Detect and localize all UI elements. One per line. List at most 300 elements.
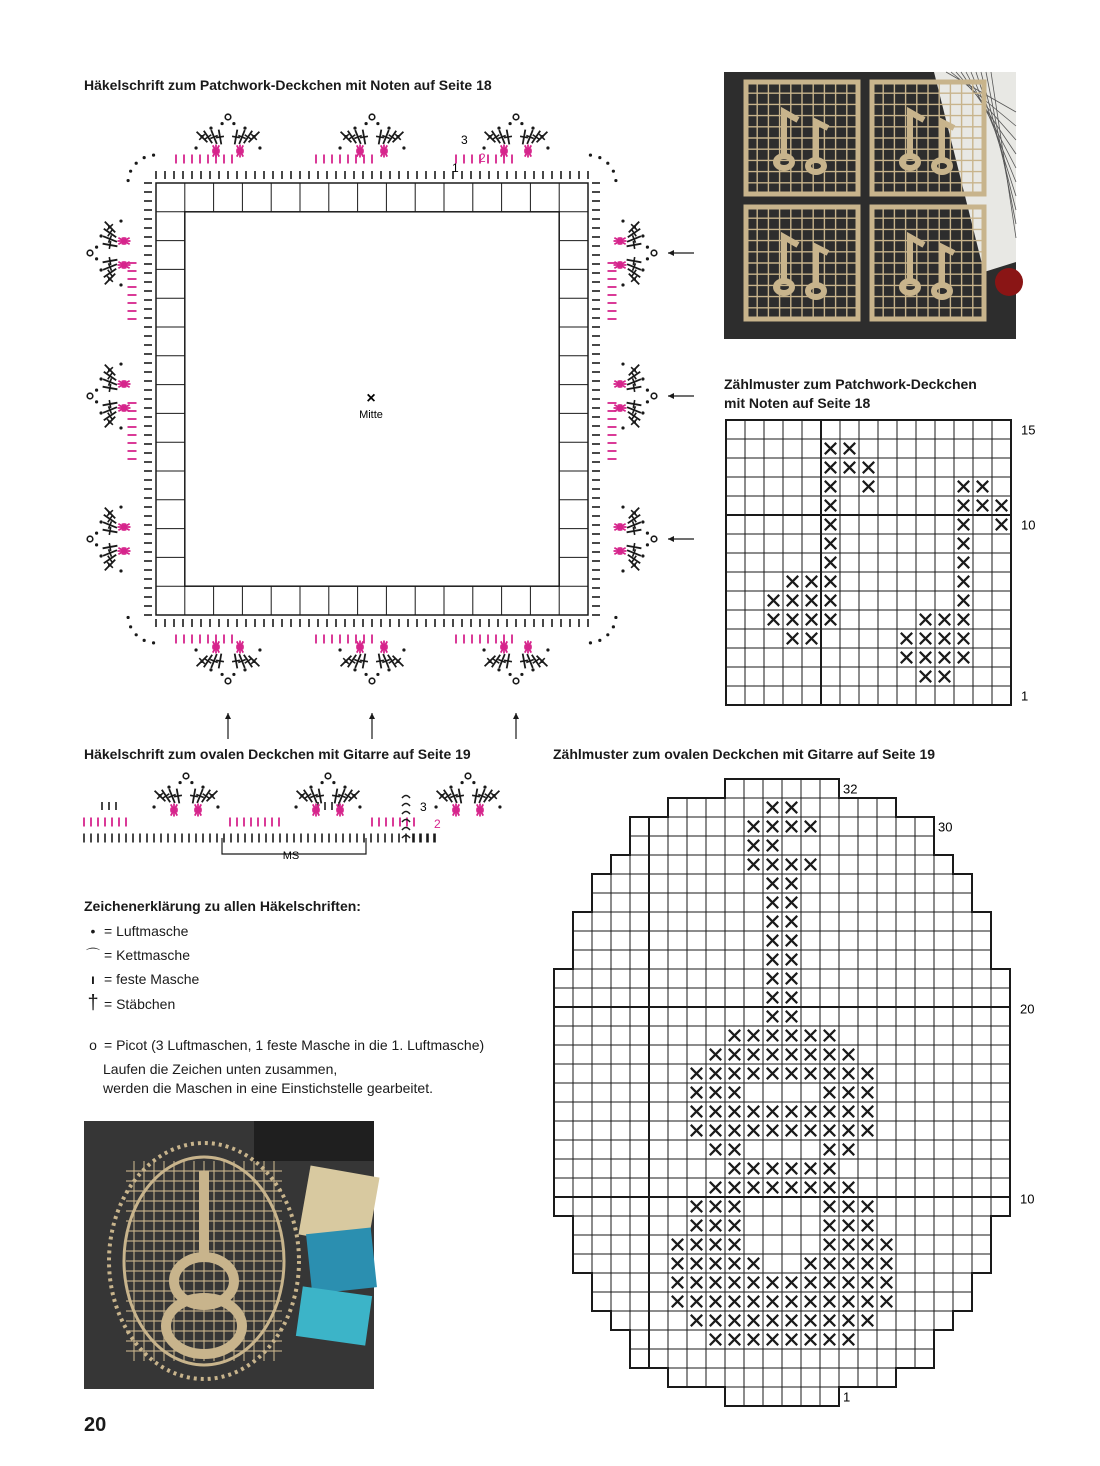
grid-cell	[801, 988, 820, 1007]
grid-cell	[915, 893, 934, 912]
grid-cell	[744, 1140, 763, 1159]
grid-cell	[916, 477, 935, 496]
chain-dot	[152, 805, 155, 808]
grid-cell	[858, 950, 877, 969]
chain-dot	[119, 505, 122, 508]
grid-cell	[764, 553, 783, 572]
grid-cell	[687, 1007, 706, 1026]
grid-cell	[858, 817, 877, 836]
grid-cell	[725, 779, 744, 798]
grid-cell	[953, 969, 972, 988]
chain-dot	[129, 625, 132, 628]
chain-dot	[95, 400, 98, 403]
grid-cell	[954, 686, 973, 705]
grid-cell	[820, 931, 839, 950]
chain-dot	[243, 668, 246, 671]
grid-cell	[726, 439, 745, 458]
grid-cell	[782, 1349, 801, 1368]
grid-cell	[801, 1368, 820, 1387]
chain-dot	[95, 245, 98, 248]
legend-item-slip: ⌒ = Kettmasche	[86, 947, 190, 963]
grid-cell	[782, 1368, 801, 1387]
grid-cell	[687, 1330, 706, 1349]
grid-cell	[991, 1064, 1010, 1083]
grid-cell	[801, 1197, 820, 1216]
grid-cell	[801, 1140, 820, 1159]
grid-cell	[649, 969, 668, 988]
cross-icon: †	[87, 992, 99, 1014]
grid-cell	[782, 836, 801, 855]
grid-cell	[915, 950, 934, 969]
grid-cell	[611, 1045, 630, 1064]
grid-cell	[973, 648, 992, 667]
grid-cell	[915, 1216, 934, 1235]
chain-dot	[194, 648, 197, 651]
grid-cell	[592, 1083, 611, 1102]
grid-cell	[934, 1083, 953, 1102]
grid-cell	[840, 420, 859, 439]
chain-dot	[232, 122, 235, 125]
grid-cell	[611, 1064, 630, 1083]
grid-cell	[745, 439, 764, 458]
grid-cell	[821, 667, 840, 686]
grid-cell	[858, 912, 877, 931]
grid-cell	[934, 1197, 953, 1216]
patchwork-doily-illustration	[724, 72, 1016, 339]
grid-cell	[687, 969, 706, 988]
chain-dot	[440, 794, 443, 797]
grid-cell	[859, 534, 878, 553]
row-label-1: 1	[843, 1389, 851, 1405]
chain-dot	[135, 162, 138, 165]
grid-cell	[573, 1235, 592, 1254]
grid-cell	[611, 1159, 630, 1178]
grid-cell	[687, 798, 706, 817]
grid-cell	[839, 912, 858, 931]
chain-dot	[621, 362, 624, 365]
grid-cell	[840, 572, 859, 591]
grid-cell	[991, 1026, 1010, 1045]
grid-cell	[896, 893, 915, 912]
picot-ring	[651, 393, 657, 399]
legend-item-picot: o = Picot (3 Luftmaschen, 1 feste Masche in die 1. Luftmasche)	[84, 1036, 484, 1054]
grid-cell	[573, 1197, 592, 1216]
chain-dot	[546, 648, 549, 651]
row-label-15: 15	[1021, 422, 1036, 438]
chain-dot	[498, 805, 501, 808]
grid-cell	[915, 1197, 934, 1216]
chain-dot	[353, 126, 356, 129]
square-count-heading-line2: mit Noten auf Seite 18	[724, 395, 871, 411]
grid-cell	[992, 553, 1011, 572]
grid-cell	[744, 1216, 763, 1235]
grid-cell	[877, 912, 896, 931]
grid-cell	[877, 836, 896, 855]
grid-cell	[953, 950, 972, 969]
grid-cell	[839, 1368, 858, 1387]
grid-cell	[802, 458, 821, 477]
grid-cell	[725, 817, 744, 836]
grid-cell	[972, 969, 991, 988]
grid-cell	[915, 1349, 934, 1368]
grid-cell	[668, 950, 687, 969]
slip-stitch	[402, 812, 410, 815]
grid-cell	[934, 1159, 953, 1178]
grid-cell	[915, 1026, 934, 1045]
grid-cell	[706, 1368, 725, 1387]
grid-cell	[592, 1121, 611, 1140]
grid-cell	[991, 1178, 1010, 1197]
grid-cell	[896, 836, 915, 855]
grid-cell	[934, 1140, 953, 1159]
grid-cell	[782, 1083, 801, 1102]
grid-cell	[858, 1007, 877, 1026]
grid-cell	[820, 912, 839, 931]
grid-cell	[630, 1330, 649, 1349]
grid-cell	[649, 1007, 668, 1026]
grid-cell	[935, 572, 954, 591]
grid-cell	[630, 1064, 649, 1083]
grid-cell	[801, 798, 820, 817]
grid-cell	[668, 1045, 687, 1064]
grid-cell	[782, 1140, 801, 1159]
grid-cell	[687, 855, 706, 874]
grid-cell	[745, 458, 764, 477]
grid-cell	[745, 553, 764, 572]
grid-cell	[763, 1349, 782, 1368]
grid-cell	[668, 874, 687, 893]
grid-cell	[802, 534, 821, 553]
grid-cell	[706, 912, 725, 931]
grid-cell	[592, 969, 611, 988]
chain-dot	[621, 569, 624, 572]
grid-cell	[611, 969, 630, 988]
grid-cell	[611, 1121, 630, 1140]
grid-cell	[934, 893, 953, 912]
grid-cell	[744, 874, 763, 893]
grid-cell	[934, 950, 953, 969]
chain-dot	[402, 648, 405, 651]
grid-cell	[725, 855, 744, 874]
grid-cell	[877, 1349, 896, 1368]
grid-cell	[953, 1273, 972, 1292]
chain-dot	[540, 660, 543, 663]
grid-cell	[858, 1368, 877, 1387]
grid-cell	[992, 591, 1011, 610]
grid-cell	[820, 1349, 839, 1368]
grid-cell	[573, 1083, 592, 1102]
picot-ring	[465, 773, 471, 779]
chain-dot	[95, 388, 98, 391]
grid-cell	[649, 1254, 668, 1273]
grid-cell	[896, 969, 915, 988]
chain-dot	[646, 531, 649, 534]
chain-dot	[606, 162, 609, 165]
grid-cell	[935, 420, 954, 439]
grid-cell	[630, 1121, 649, 1140]
grid-cell	[973, 420, 992, 439]
grid-cell	[801, 1083, 820, 1102]
chain-dot	[320, 781, 323, 784]
grid-cell	[877, 893, 896, 912]
grid-cell	[611, 1140, 630, 1159]
chain-dot	[497, 126, 500, 129]
patchwork-doily-photo	[724, 72, 1016, 339]
chain-dot	[99, 377, 102, 380]
legend-heading: Zeichenerklärung zu allen Häkelschriften:	[84, 898, 361, 914]
grid-cell	[915, 912, 934, 931]
grid-cell	[801, 969, 820, 988]
grid-cell	[554, 969, 573, 988]
grid-cell	[877, 1064, 896, 1083]
grid-cell	[896, 1292, 915, 1311]
grid-cell	[953, 988, 972, 1007]
grid-cell	[915, 1292, 934, 1311]
grid-cell	[726, 515, 745, 534]
legend-note-line2: werden die Maschen in eine Einstichstelle gearbeitet.	[103, 1080, 433, 1096]
chain-dot	[482, 146, 485, 149]
grid-cell	[953, 931, 972, 950]
grid-cell	[630, 1292, 649, 1311]
chain-dot	[127, 179, 130, 182]
grid-cell	[745, 686, 764, 705]
grid-cell	[554, 1083, 573, 1102]
grid-cell	[859, 667, 878, 686]
grid-cell	[897, 553, 916, 572]
grid-cell	[840, 591, 859, 610]
chain-dot	[338, 146, 341, 149]
grid-cell	[897, 591, 916, 610]
grid-cell	[972, 1045, 991, 1064]
chain-dot	[646, 400, 649, 403]
chain-dot	[95, 531, 98, 534]
chain-dot	[258, 146, 261, 149]
grid-cell	[916, 420, 935, 439]
grid-cell	[687, 1026, 706, 1045]
grid-cell	[915, 817, 934, 836]
grid-cell	[840, 515, 859, 534]
grid-cell	[972, 1254, 991, 1273]
grid-cell	[573, 1045, 592, 1064]
grid-cell	[592, 874, 611, 893]
grid-cell	[592, 1254, 611, 1273]
grid-cell	[611, 988, 630, 1007]
grid-cell	[649, 988, 668, 1007]
grid-cell	[744, 1368, 763, 1387]
picot-ring	[513, 678, 519, 684]
grid-cell	[877, 1311, 896, 1330]
grid-cell	[630, 1235, 649, 1254]
grid-cell	[554, 1121, 573, 1140]
grid-cell	[954, 458, 973, 477]
grid-cell	[839, 798, 858, 817]
arrow-left-head	[668, 250, 674, 256]
grid-cell	[744, 1235, 763, 1254]
grid-cell	[764, 439, 783, 458]
chain-dot	[612, 170, 615, 173]
grid-cell	[706, 874, 725, 893]
page-number: 20	[84, 1414, 107, 1436]
grid-cell	[896, 1273, 915, 1292]
square-count-grid	[724, 418, 1054, 713]
grid-cell	[630, 1254, 649, 1273]
round-label-3: 3	[461, 133, 468, 147]
grid-cell	[992, 477, 1011, 496]
grid-cell	[820, 893, 839, 912]
grid-cell	[764, 572, 783, 591]
grid-cell	[592, 988, 611, 1007]
grid-cell	[992, 667, 1011, 686]
ticket-3	[296, 1286, 372, 1345]
grid-cell	[839, 893, 858, 912]
grid-cell	[573, 1159, 592, 1178]
grid-cell	[801, 1216, 820, 1235]
grid-cell	[668, 1349, 687, 1368]
grid-cell	[934, 1235, 953, 1254]
grid-cell	[953, 1007, 972, 1026]
grid-cell	[859, 572, 878, 591]
grid-cell	[820, 779, 839, 798]
grid-cell	[972, 1178, 991, 1197]
grid-cell	[668, 1368, 687, 1387]
grid-cell	[972, 1083, 991, 1102]
grid-cell	[915, 1311, 934, 1330]
grid-cell	[878, 439, 897, 458]
grid-cell	[992, 572, 1011, 591]
grid-cell	[935, 553, 954, 572]
grid-cell	[915, 1102, 934, 1121]
grid-cell	[915, 988, 934, 1007]
arrow-up-head	[513, 713, 519, 719]
grid-cell	[897, 458, 916, 477]
picot-ring	[87, 536, 93, 542]
chain-dot	[258, 648, 261, 651]
picot-ring	[87, 393, 93, 399]
chain-dot	[364, 122, 367, 125]
row-label-30: 30	[938, 819, 953, 835]
dot-icon: •	[90, 923, 96, 939]
grid-cell	[896, 912, 915, 931]
grid-cell	[877, 1368, 896, 1387]
grid-cell	[935, 439, 954, 458]
grid-cell	[992, 420, 1011, 439]
picot-ring	[225, 678, 231, 684]
grid-cell	[934, 988, 953, 1007]
grid-cell	[592, 1216, 611, 1235]
grid-cell	[896, 1140, 915, 1159]
grid-cell	[744, 969, 763, 988]
grid-cell	[915, 1159, 934, 1178]
grid-cell	[877, 1026, 896, 1045]
grid-cell	[706, 988, 725, 1007]
chain-dot	[546, 146, 549, 149]
row-label-10: 10	[1021, 517, 1036, 533]
chain-dot	[152, 641, 155, 644]
grid-cell	[649, 1102, 668, 1121]
grid-cell	[554, 1045, 573, 1064]
grid-cell	[820, 817, 839, 836]
chain-dot	[396, 135, 399, 138]
chain-dot	[598, 156, 601, 159]
grid-cell	[611, 912, 630, 931]
grid-cell	[878, 477, 897, 496]
chain-dot	[108, 420, 111, 423]
grid-cell	[592, 1064, 611, 1083]
grid-cell	[744, 912, 763, 931]
grid-cell	[630, 1140, 649, 1159]
chain-dot	[482, 648, 485, 651]
grid-cell	[726, 572, 745, 591]
grid-cell	[972, 1007, 991, 1026]
chain-dot	[614, 616, 617, 619]
grid-cell	[915, 1178, 934, 1197]
chain-dot	[216, 805, 219, 808]
legend-item-single: ı = feste Masche	[84, 970, 199, 988]
legend-item-double: † = Stäbchen	[84, 994, 175, 1013]
grid-cell	[554, 1007, 573, 1026]
grid-cell	[972, 950, 991, 969]
chain-dot	[200, 660, 203, 663]
grid-cell	[726, 610, 745, 629]
grid-cell	[782, 779, 801, 798]
grid-cell	[897, 515, 916, 534]
grid-cell	[726, 648, 745, 667]
grid-cell	[896, 1159, 915, 1178]
grid-cell	[763, 1235, 782, 1254]
grid-cell	[915, 1045, 934, 1064]
grid-cell	[878, 610, 897, 629]
grid-cell	[916, 439, 935, 458]
grid-cell	[554, 1178, 573, 1197]
grid-cell	[858, 931, 877, 950]
chain-dot	[99, 520, 102, 523]
grid-cell	[649, 1178, 668, 1197]
chain-dot	[387, 126, 390, 129]
grid-cell	[668, 1216, 687, 1235]
grid-cell	[706, 931, 725, 950]
grid-cell	[877, 1102, 896, 1121]
grid-cell	[649, 1140, 668, 1159]
grid-cell	[745, 629, 764, 648]
grid-cell	[896, 1311, 915, 1330]
grid-cell	[896, 874, 915, 893]
grid-cell	[877, 950, 896, 969]
chain-dot	[95, 257, 98, 260]
grid-cell	[916, 458, 935, 477]
picot-ring	[513, 114, 519, 120]
grid-cell	[726, 686, 745, 705]
grid-cell	[573, 1064, 592, 1083]
chain-dot	[167, 785, 170, 788]
grid-cell	[897, 420, 916, 439]
grid-cell	[630, 1273, 649, 1292]
grid-cell	[649, 1273, 668, 1292]
grid-cell	[630, 855, 649, 874]
grid-cell	[840, 553, 859, 572]
grid-cell	[858, 798, 877, 817]
grid-cell	[726, 420, 745, 439]
grid-cell	[897, 496, 916, 515]
grid-cell	[839, 874, 858, 893]
grid-cell	[630, 1197, 649, 1216]
grid-cell	[839, 1159, 858, 1178]
picot-ring	[87, 250, 93, 256]
chain-dot	[119, 219, 122, 222]
grid-cell	[972, 1197, 991, 1216]
grid-cell	[783, 458, 802, 477]
grid-cell	[573, 950, 592, 969]
grid-cell	[649, 1330, 668, 1349]
